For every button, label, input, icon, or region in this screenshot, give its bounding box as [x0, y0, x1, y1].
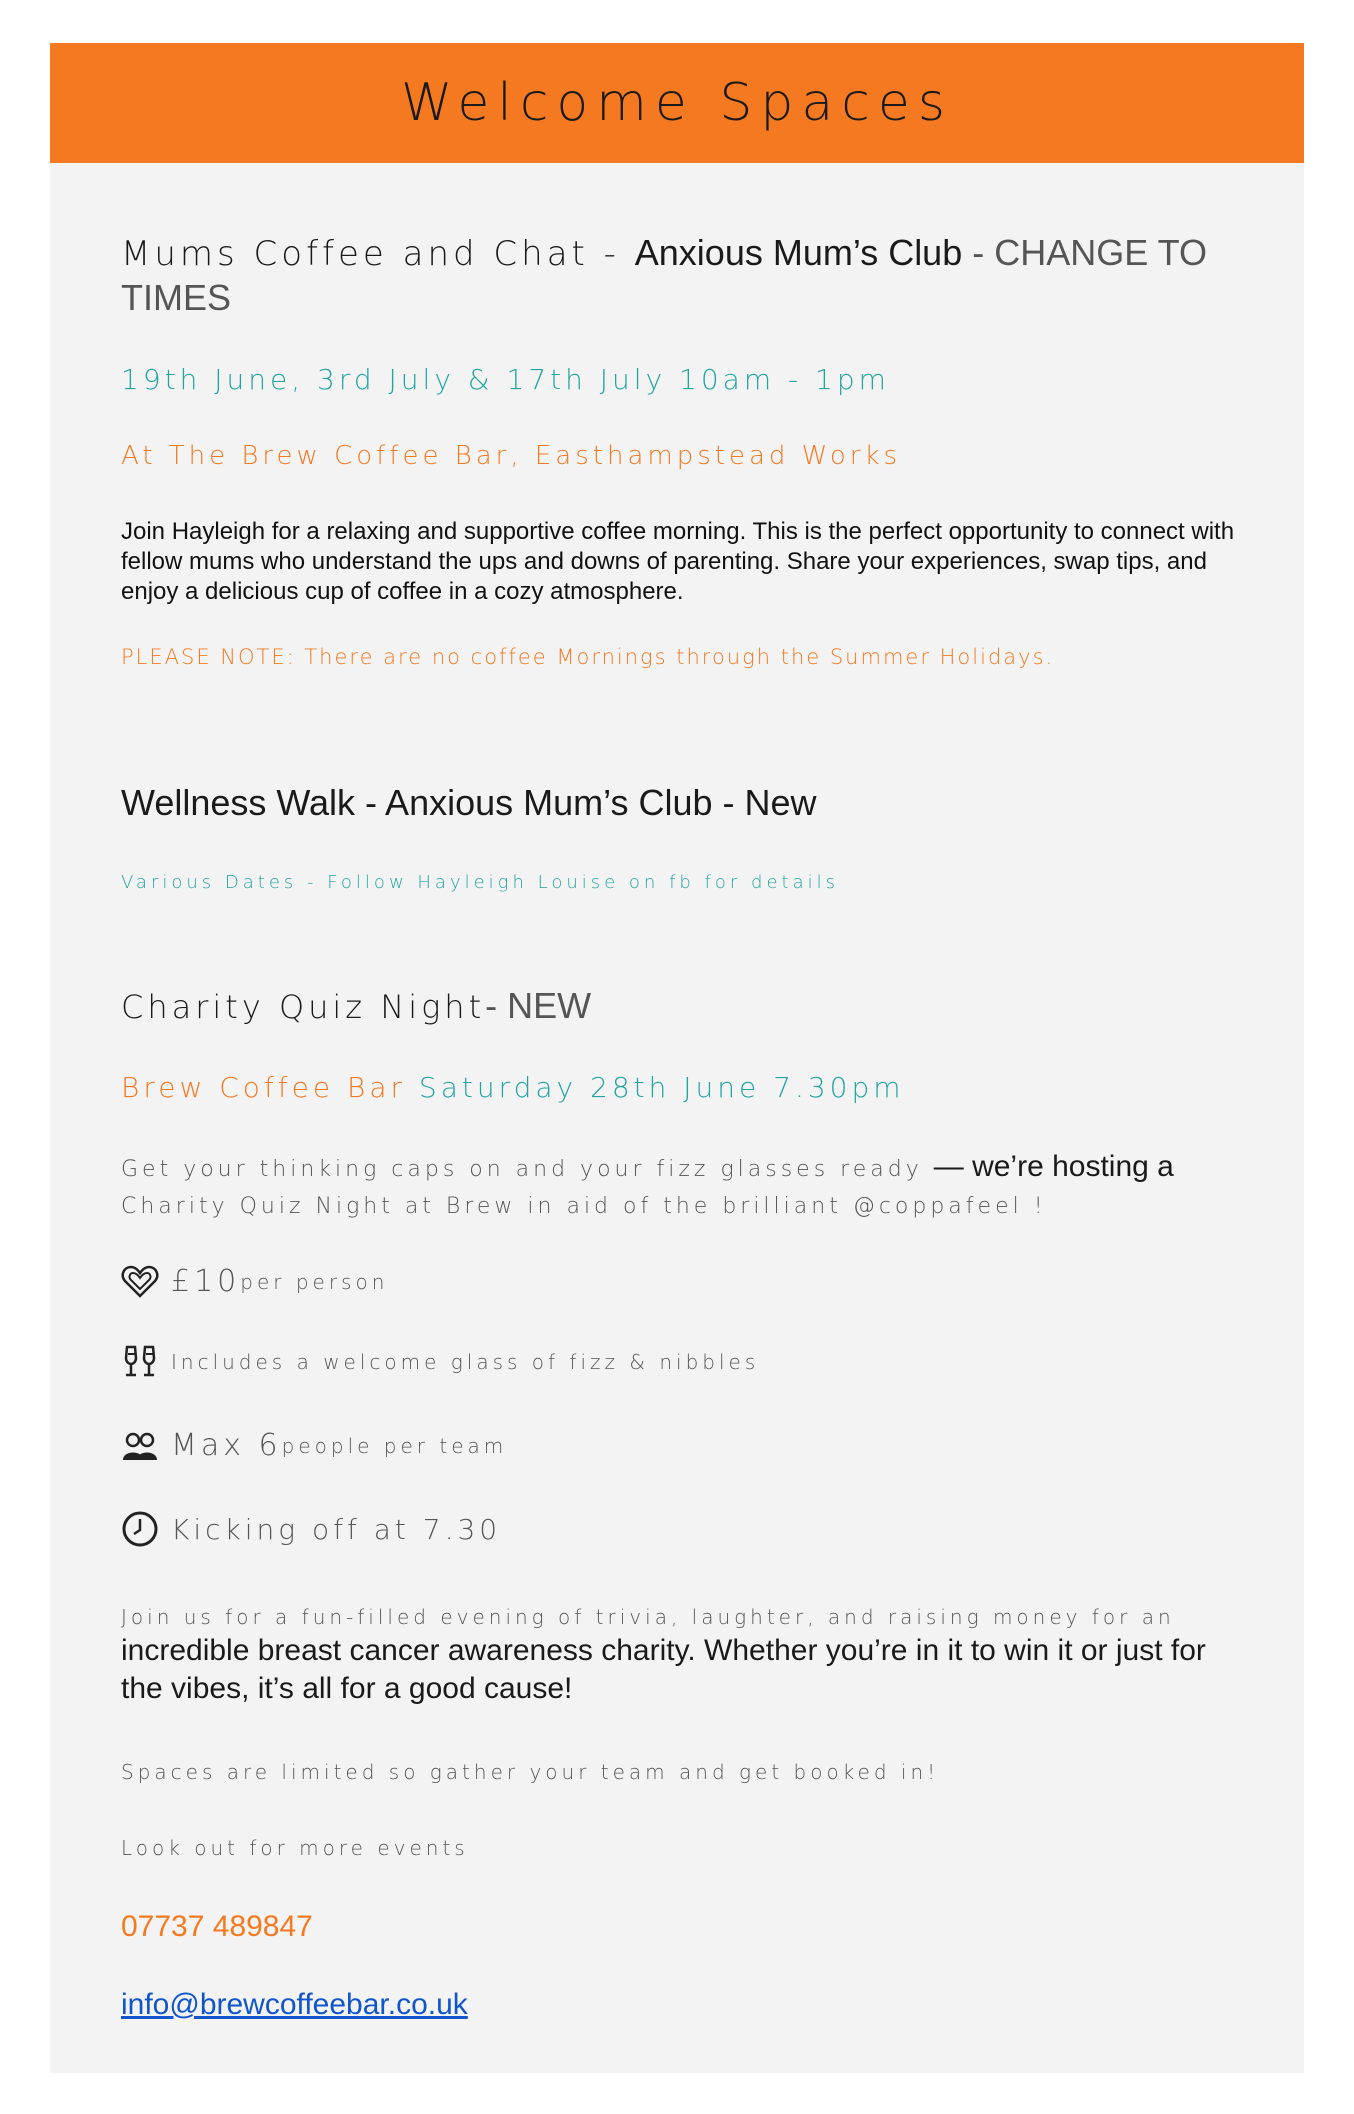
contact-email-link[interactable]: info@brewcoffeebar.co.uk — [121, 1988, 468, 2021]
feature-time — [121, 1510, 1241, 1548]
mums-coffee-title-light: Mums Coffee and Chat - — [121, 234, 635, 274]
feature-team — [121, 1428, 1241, 1463]
quiz-title — [121, 985, 1241, 1027]
quiz-intro-light: Get your thinking caps on and your fizz glasses ready — [121, 1157, 934, 1182]
quiz-when-where — [121, 1071, 1241, 1104]
feature-fizz-text: Includes a welcome glass of fizz & nibbles — [171, 1350, 760, 1374]
feature-team-value: Max 6 — [171, 1428, 282, 1463]
quiz-join-light: Join us for a fun-filled evening of trivia, laughter, and raising money for an — [121, 1605, 1175, 1629]
quiz-intro-bold: — we’re hosting a — [933, 1150, 1174, 1183]
contact-email-row — [121, 1988, 1241, 2022]
feature-fizz — [121, 1344, 1241, 1380]
mums-coffee-change-note: - CHANGE TO TIMES — [121, 232, 1207, 318]
feature-price — [121, 1264, 1241, 1299]
wellness-walk-title: Wellness Walk - Anxious Mum’s Club - New — [121, 782, 817, 823]
mums-coffee-description: Join Hayleigh for a relaxing and supportive coffee morning. This is the perfect opportunity to connect with fellow mums who understand the ups and downs of parenting. Share your experiences, swap tips, and enjoy a delicious cup of coffee in a cozy atmosphere. — [121, 518, 1235, 605]
people-icon — [121, 1430, 159, 1462]
feature-price-text: per person — [240, 1269, 389, 1294]
mums-coffee-club: Anxious Mum’s Club — [634, 232, 963, 273]
quiz-join-bold: incredible breast cancer awareness charity. Whether you’re in it to win it or just for the vibes, it’s all for a good cause! — [121, 1634, 1206, 1705]
mums-coffee-location: At The Brew Coffee Bar, Easthampstead Works — [121, 441, 902, 471]
quiz-spaces: Spaces are limited so gather your team and get booked in! — [121, 1760, 940, 1784]
quiz-intro — [121, 1148, 1241, 1225]
quiz-join — [121, 1602, 1241, 1708]
quiz-title-light: Charity Quiz Night — [121, 988, 486, 1026]
quiz-date: Saturday 28th June 7.30pm — [418, 1071, 905, 1104]
more-events: Look out for more events — [121, 1836, 469, 1860]
mums-coffee-note: PLEASE NOTE: There are no coffee Mornings through the Summer Holidays. — [121, 645, 1055, 669]
header-banner — [50, 43, 1304, 163]
feature-team-text: people per team — [281, 1433, 508, 1458]
wellness-walk-dates: Various Dates - Follow Hayleigh Louise on fb for details — [121, 872, 839, 893]
quiz-intro-line2: Charity Quiz Night at Brew in aid of the brilliant @coppafeel ! — [121, 1194, 1047, 1219]
cheers-icon — [121, 1344, 159, 1380]
feature-price-value: £10 — [171, 1264, 241, 1299]
mums-coffee-dates: 19th June, 3rd July & 17th July 10am - 1pm — [121, 363, 890, 396]
feature-time-text: Kicking off at 7.30 — [171, 1512, 502, 1546]
page-title: Welcome Spaces — [401, 73, 953, 133]
quiz-title-new: - NEW — [485, 985, 592, 1026]
mums-coffee-title — [121, 231, 1241, 320]
heart-icon — [121, 1265, 159, 1299]
quiz-venue: Brew Coffee Bar — [121, 1071, 419, 1104]
clock-icon — [121, 1510, 159, 1548]
contact-phone: 07737 489847 — [121, 1910, 313, 1943]
